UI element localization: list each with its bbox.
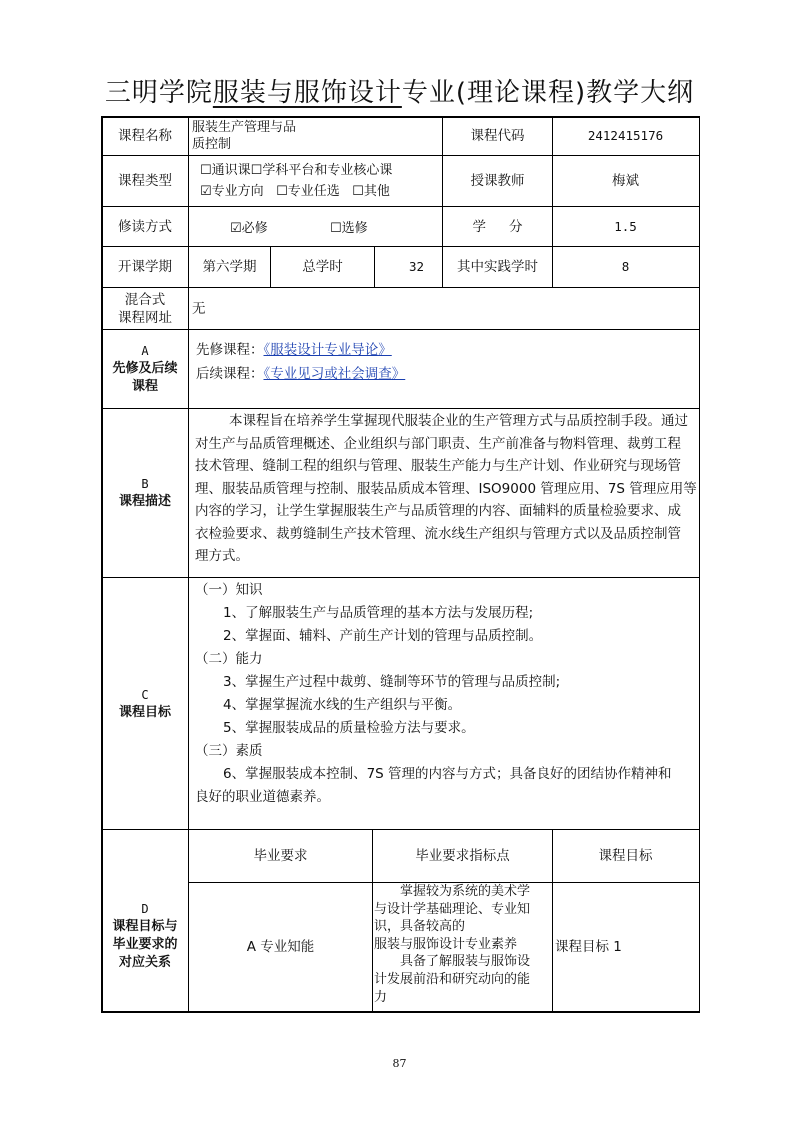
credit-label: 学 分: [472, 218, 523, 235]
followup-label: 后续课程：: [196, 366, 264, 382]
course-type-label: 课程类型: [118, 173, 172, 189]
goal-item: 4、掌握掌握流水线的生产组织与平衡。: [223, 697, 462, 713]
checkbox-general[interactable]: ☐通识课: [200, 163, 251, 178]
total-hours-value: 32: [408, 259, 424, 274]
goal-item: 3、掌握生产过程中裁剪、缝制等环节的管理与品质控制;: [223, 674, 561, 690]
prereq-label: 先修课程：: [196, 342, 264, 358]
teacher-value: 梅斌: [612, 173, 639, 189]
course-goals: [195, 579, 697, 809]
col-course-goal: 课程目标: [598, 848, 653, 864]
course-code-value: 2412415176: [587, 128, 664, 143]
blended-url-value: 无: [192, 300, 206, 317]
credit-value: 1.5: [614, 218, 637, 234]
checkbox-optional[interactable]: ☐专业任选: [276, 184, 340, 199]
checkbox-required[interactable]: ☑必修: [230, 221, 268, 236]
goal-heading-ability: （二）能力: [195, 651, 263, 667]
goal-item: 6、掌握服装成本控制、7S 管理的内容与方式；具备良好的团结协作精神和: [223, 766, 672, 782]
section-d-label: D 课程目标与 毕业要求的 对应关系: [112, 901, 178, 970]
study-mode-label: 修读方式: [118, 218, 172, 235]
course-description: 本课程旨在培养学生掌握现代服装企业的生产管理方式与品质控制手段。通过 对生产与品质管理概述、企业组织与部门职责、生产前准备与物料管理、裁剪工程 技术管理、缝制工程的组织与管理、服装生产能力与生产计划、作业研究与现场管 理、服装品质管理与控制、服装品质成本管理、ISO9000 管理应用、7S 管理应用等 内容的学习，让学生掌握服装生产与品质管理的内容、面辅料的质量检验要求、成 衣检验要求、裁剪缝制生产技术管理、流水线生产组织与管理方式以及品质控制管 理方式。: [195, 413, 697, 564]
goal-item: 2、掌握面、辅料、产前生产计划的管理与品质控制。: [223, 628, 543, 644]
course-code-label: 课程代码: [470, 128, 525, 144]
semester-value: 第六学期: [202, 259, 257, 275]
practice-hours-value: 8: [621, 259, 630, 274]
goal-item: 5、掌握服装成品的质量检验方法与要求。: [223, 720, 475, 736]
followup-course-link[interactable]: 《专业见习或社会调查》: [263, 366, 406, 382]
checkbox-core[interactable]: ☐学科平台和专业核心课: [250, 163, 393, 178]
goal-item: 良好的职业道德素养。: [195, 789, 330, 805]
course-name-label: 课程名称: [118, 128, 172, 144]
practice-hours-label: 其中实践学时: [457, 259, 538, 275]
goal-heading-knowledge: （一）知识: [195, 582, 263, 598]
section-a-label: A 先修及后续 课程: [112, 344, 178, 394]
checkbox-elective[interactable]: ☐选修: [330, 221, 368, 236]
page-title: 三明学院服装与服饰设计专业(理论课程)教学大纲: [104, 78, 695, 108]
col-graduation-requirement: 毕业要求: [253, 848, 308, 864]
section-b-label: B 课程描述: [118, 477, 171, 509]
teacher-label: 授课教师: [470, 173, 525, 189]
section-c-label: C 课程目标: [118, 687, 171, 720]
course-type-options: [200, 160, 440, 202]
page-number: 87: [392, 1057, 407, 1070]
course-name-value: 服装生产管理与品 质控制: [192, 120, 297, 152]
prereq-course-link[interactable]: 《服装设计专业导论》: [263, 342, 392, 358]
checkbox-direction[interactable]: ☑专业方向: [200, 184, 264, 199]
course-goal-1: 课程目标 1: [555, 939, 622, 955]
requirement-indicator-text: 掌握较为系统的美术学 与设计学基础理论、专业知 识，具备较高的 服装与服饰设计专业素养 具备了解服装与服饰设 计发展前沿和研究动向的能 力: [374, 884, 531, 1005]
goal-heading-quality: （三）素质: [195, 743, 263, 759]
goal-item: 1、了解服装生产与品质管理的基本方法与发展历程;: [223, 605, 534, 621]
blended-url-label: 混合式 课程网址: [118, 291, 172, 326]
requirement-a-professional: A 专业知能: [246, 939, 315, 955]
title-major: 服装与服饰设计: [212, 78, 402, 108]
col-requirement-indicator: 毕业要求指标点: [415, 848, 510, 864]
course-links: [196, 338, 405, 386]
checkbox-other[interactable]: ☐其他: [352, 184, 390, 199]
semester-label: 开课学期: [118, 259, 172, 275]
total-hours-label: 总学时: [302, 259, 343, 275]
